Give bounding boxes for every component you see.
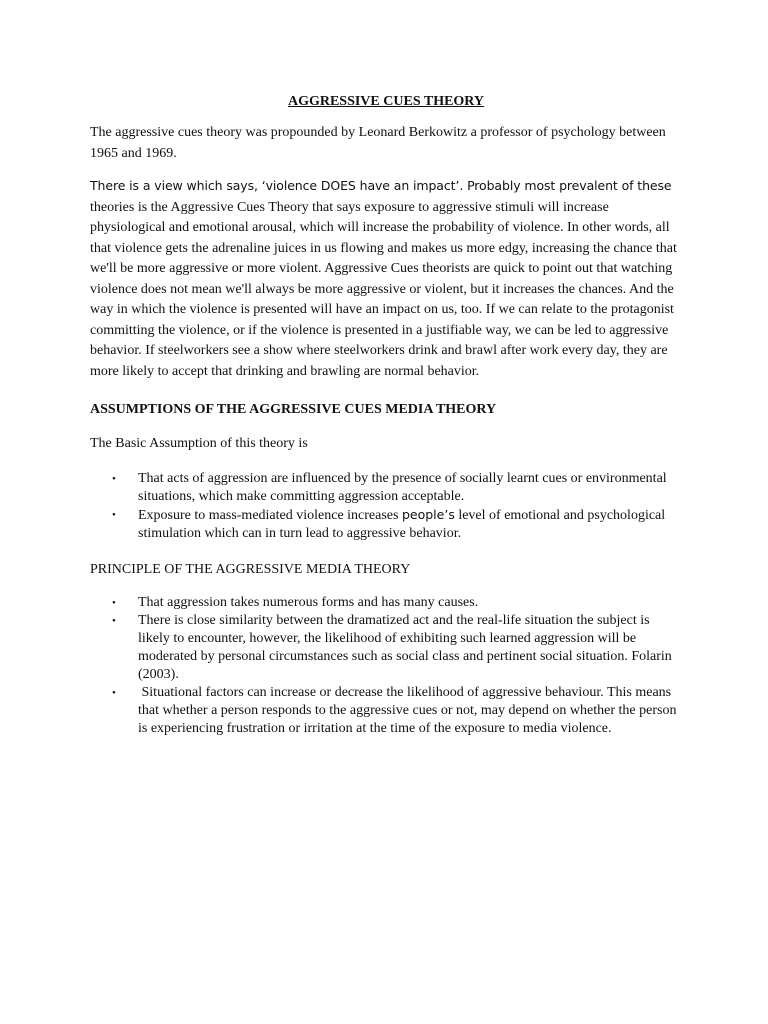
list-item <box>90 684 682 738</box>
list-item-text: That acts of aggression are influenced by the presence of socially learnt cues or environmental situations, which make committing aggression acceptable. <box>138 470 667 504</box>
list-item <box>90 594 682 612</box>
assumptions-list <box>90 470 682 543</box>
list-item <box>90 506 682 543</box>
theory-paragraph-body: theories is the Aggressive Cues Theory that says exposure to aggressive stimuli will increase physiological and emotional arousal, which will increase the probability of violence. In other words, all that violence gets the adrenaline juices in us flowing and makes us more edgy, increasing the chance that we'll be more aggressive or more violent. Aggressive Cues theorists are quick to point out that watching violence does not mean we'll always be more aggressive or violent, but it increases the chances. And the way in which the violence is presented will have an impact on us, too. If we can relate to the protagonist committing the violence, or if the violence is presented in a justifiable way, we can be led to aggressive behavior. If steelworkers see a show where steelworkers drink and brawl after work every day, they are more likely to accept that drinking and brawling are normal behavior. <box>90 199 677 379</box>
principles-list <box>90 594 682 738</box>
theory-paragraph <box>90 176 682 382</box>
list-item <box>90 612 682 684</box>
assumptions-intro: The Basic Assumption of this theory is <box>90 436 308 451</box>
document-title: AGGRESSIVE CUES THEORY <box>287 94 485 109</box>
bullet-icon: • <box>112 596 116 609</box>
principle-heading: PRINCIPLE OF THE AGGRESSIVE MEDIA THEORY <box>90 561 411 577</box>
assumptions-heading: ASSUMPTIONS OF THE AGGRESSIVE CUES MEDIA THEORY <box>90 402 497 417</box>
list-item-text: There is close similarity between the dramatized act and the real-life situation the subject is likely to encounter, however, the likelihood of exhibiting such learned aggression will be moderated by personal circumstances such as social class and pertinent social situation. Folarin (2003). <box>138 612 672 682</box>
document-page <box>90 92 682 738</box>
bullet-icon: • <box>112 472 116 485</box>
bullet-icon: • <box>112 508 116 521</box>
list-item <box>90 470 682 506</box>
list-item-text: That aggression takes numerous forms and has many causes. <box>138 594 479 610</box>
bullet-icon: • <box>112 614 116 627</box>
bullet-icon: • <box>112 686 116 699</box>
list-item-text: Situational factors can increase or decrease the likelihood of aggressive behaviour. This means that whether a person responds to the aggressive cues or not, may depend on whether the person is experiencing frustration or irritation at the time of the exposure to media violence. <box>138 684 680 736</box>
theory-paragraph-lead: There is a view which says, ‘violence DOES have an impact’. Probably most prevalent of these <box>90 178 672 193</box>
intro-paragraph: The aggressive cues theory was propounded by Leonard Berkowitz a professor of psychology between 1965 and 1969. <box>90 125 666 161</box>
list-item-text: Exposure to mass-mediated violence increases people’s level of emotional and psychological stimulation which can in turn lead to aggressive behavior. <box>138 506 666 541</box>
